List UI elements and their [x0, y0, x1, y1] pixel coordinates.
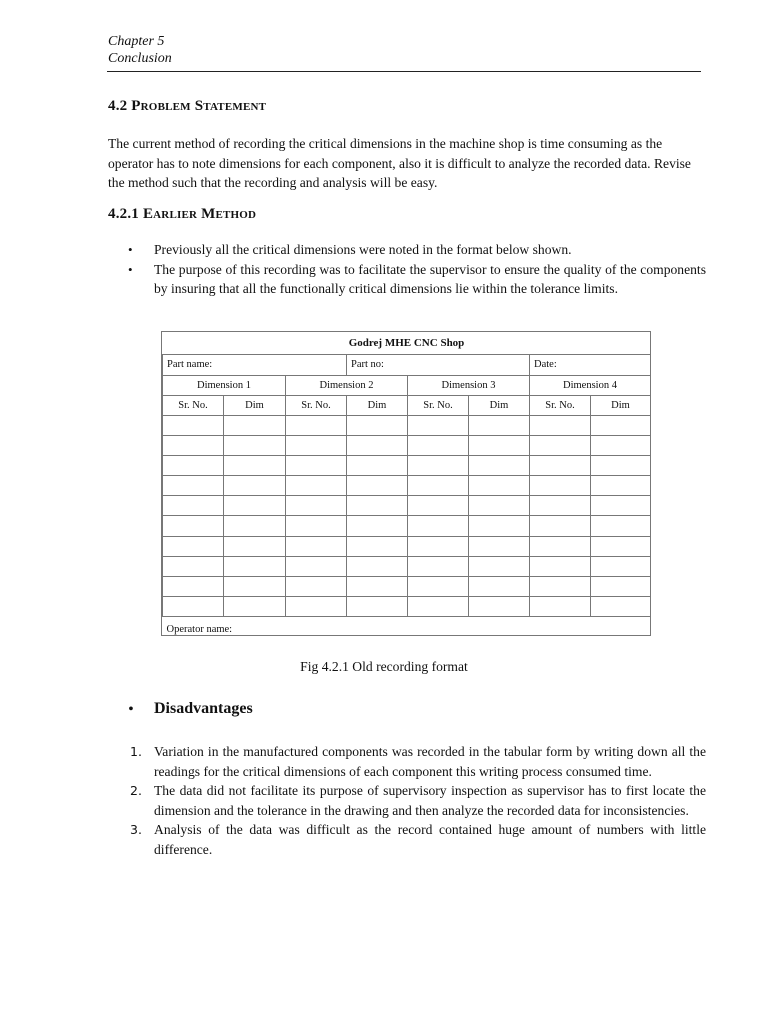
list-text: Variation in the manufactured components was recorded in the tabular form by writing down all the readings for the critical dimensions of each component this writing process consumed time. [154, 744, 706, 779]
empty-cell [286, 455, 347, 475]
table-row [163, 435, 651, 455]
empty-cell [347, 556, 408, 576]
empty-cell [469, 415, 530, 435]
empty-cell [591, 556, 651, 576]
dimension-3-header: Dimension 3 [408, 375, 530, 395]
empty-cell [347, 536, 408, 556]
list-item [108, 742, 706, 781]
empty-cell [224, 536, 286, 556]
empty-cell [591, 597, 651, 617]
earlier-method-bullets [108, 240, 706, 299]
bullet-text: The purpose of this recording was to facilitate the supervisor to ensure the quality of the components by insuring that all the functionally critical dimensions lie within the tolerance limits. [154, 261, 706, 296]
table-row [163, 455, 651, 475]
dimension-1-header: Dimension 1 [163, 375, 286, 395]
empty-cell [163, 556, 224, 576]
figure-caption: Fig 4.2.1 Old recording format [300, 659, 468, 674]
list-item [108, 820, 706, 859]
empty-cell [286, 577, 347, 597]
form-title: Godrej MHE CNC Shop [163, 332, 651, 354]
part-name-label: Part name: [163, 354, 347, 375]
running-header [108, 33, 172, 67]
part-no-label: Part no: [347, 354, 530, 375]
bullet-icon: • [128, 702, 134, 717]
empty-cell [286, 536, 347, 556]
bullet-icon: • [128, 261, 133, 277]
empty-cell [224, 435, 286, 455]
empty-cell [286, 435, 347, 455]
list-number: 2. [130, 783, 142, 798]
empty-cell [530, 455, 591, 475]
empty-cell [530, 577, 591, 597]
empty-cell [347, 516, 408, 536]
empty-cell [530, 597, 591, 617]
empty-cell [224, 597, 286, 617]
empty-cell [224, 516, 286, 536]
empty-cell [286, 597, 347, 617]
empty-cell [408, 476, 469, 496]
bullet-icon: • [128, 242, 133, 257]
dim-header: Dim [347, 395, 408, 415]
empty-cell [163, 536, 224, 556]
date-label: Date: [530, 354, 651, 375]
empty-cell [408, 415, 469, 435]
empty-cell [530, 536, 591, 556]
empty-cell [469, 577, 530, 597]
empty-cell [163, 496, 224, 516]
disadvantages-heading [108, 700, 253, 718]
table-row [163, 556, 651, 576]
empty-cell [163, 415, 224, 435]
empty-cell [163, 516, 224, 536]
empty-cell [163, 597, 224, 617]
empty-cell [469, 455, 530, 475]
recording-format-table [162, 332, 651, 641]
empty-cell [469, 435, 530, 455]
empty-cell [347, 476, 408, 496]
empty-cell [469, 476, 530, 496]
operator-name-label: Operator name: [163, 617, 651, 641]
empty-cell [591, 516, 651, 536]
list-number: 3. [130, 822, 142, 837]
empty-cell [408, 536, 469, 556]
empty-cell [469, 536, 530, 556]
dim-header: Dim [591, 395, 651, 415]
empty-cell [530, 435, 591, 455]
dimension-2-header: Dimension 2 [286, 375, 408, 395]
empty-cell [591, 536, 651, 556]
empty-cell [530, 516, 591, 536]
disadvantages-title: Disadvantages [154, 700, 253, 717]
empty-cell [591, 415, 651, 435]
sr-no-header: Sr. No. [530, 395, 591, 415]
empty-cell [347, 597, 408, 617]
table-row [163, 597, 651, 617]
disadvantages-list [108, 742, 706, 859]
empty-cell [591, 476, 651, 496]
empty-cell [408, 455, 469, 475]
bullet-text: Previously all the critical dimensions were noted in the format below shown. [154, 242, 572, 257]
sr-no-header: Sr. No. [408, 395, 469, 415]
empty-cell [224, 577, 286, 597]
empty-cell [224, 415, 286, 435]
list-item [108, 781, 706, 820]
dimension-4-header: Dimension 4 [530, 375, 651, 395]
empty-cell [408, 435, 469, 455]
empty-cell [286, 476, 347, 496]
empty-cell [591, 455, 651, 475]
empty-cell [286, 496, 347, 516]
header-rule [107, 71, 701, 72]
table-row [163, 496, 651, 516]
empty-cell [224, 556, 286, 576]
empty-cell [163, 435, 224, 455]
empty-cell [408, 556, 469, 576]
empty-cell [530, 415, 591, 435]
list-text: The data did not facilitate its purpose of supervisory inspection as supervisor has to first locate the dimension and the tolerance in the drawing and then analyze the recorded data for inconsistencies. [154, 783, 706, 818]
empty-cell [469, 556, 530, 576]
empty-cell [408, 496, 469, 516]
empty-cell [163, 577, 224, 597]
empty-cell [163, 455, 224, 475]
table-row [163, 577, 651, 597]
empty-cell [408, 516, 469, 536]
sr-no-header: Sr. No. [163, 395, 224, 415]
table-row [163, 536, 651, 556]
empty-cell [286, 415, 347, 435]
empty-cell [224, 496, 286, 516]
empty-cell [591, 496, 651, 516]
empty-cell [224, 476, 286, 496]
empty-cell [530, 496, 591, 516]
empty-cell [163, 476, 224, 496]
empty-cell [347, 577, 408, 597]
table-row [163, 415, 651, 435]
bullet-item [108, 260, 706, 299]
empty-cell [347, 435, 408, 455]
empty-cell [591, 577, 651, 597]
empty-cell [408, 597, 469, 617]
empty-cell [469, 597, 530, 617]
subsection-heading-earlier-method: 4.2.1 Earlier Method [108, 206, 257, 222]
header-section: Conclusion [108, 51, 172, 66]
table-row [163, 476, 651, 496]
dim-header: Dim [224, 395, 286, 415]
empty-cell [286, 556, 347, 576]
empty-cell [469, 516, 530, 536]
empty-cell [347, 496, 408, 516]
dim-header: Dim [469, 395, 530, 415]
empty-data-rows [163, 415, 651, 617]
sr-no-header: Sr. No. [286, 395, 347, 415]
empty-cell [530, 556, 591, 576]
empty-cell [347, 415, 408, 435]
list-number: 1. [130, 744, 142, 759]
old-recording-format-figure [161, 331, 651, 636]
bullet-item [108, 240, 706, 260]
empty-cell [347, 455, 408, 475]
empty-cell [408, 577, 469, 597]
list-text: Analysis of the data was difficult as the record contained huge amount of numbers with little difference. [154, 822, 706, 857]
header-chapter: Chapter 5 [108, 34, 165, 49]
table-row [163, 516, 651, 536]
empty-cell [469, 496, 530, 516]
empty-cell [224, 455, 286, 475]
section-heading-problem-statement: 4.2 Problem Statement [108, 98, 267, 114]
problem-statement-paragraph: The current method of recording the critical dimensions in the machine shop is time consuming as the operator has to note dimensions for each component, also it is difficult to analyze the recorded data. Revise the method such that the recording and analysis will be easy. [108, 136, 691, 190]
empty-cell [530, 476, 591, 496]
empty-cell [591, 435, 651, 455]
empty-cell [286, 516, 347, 536]
